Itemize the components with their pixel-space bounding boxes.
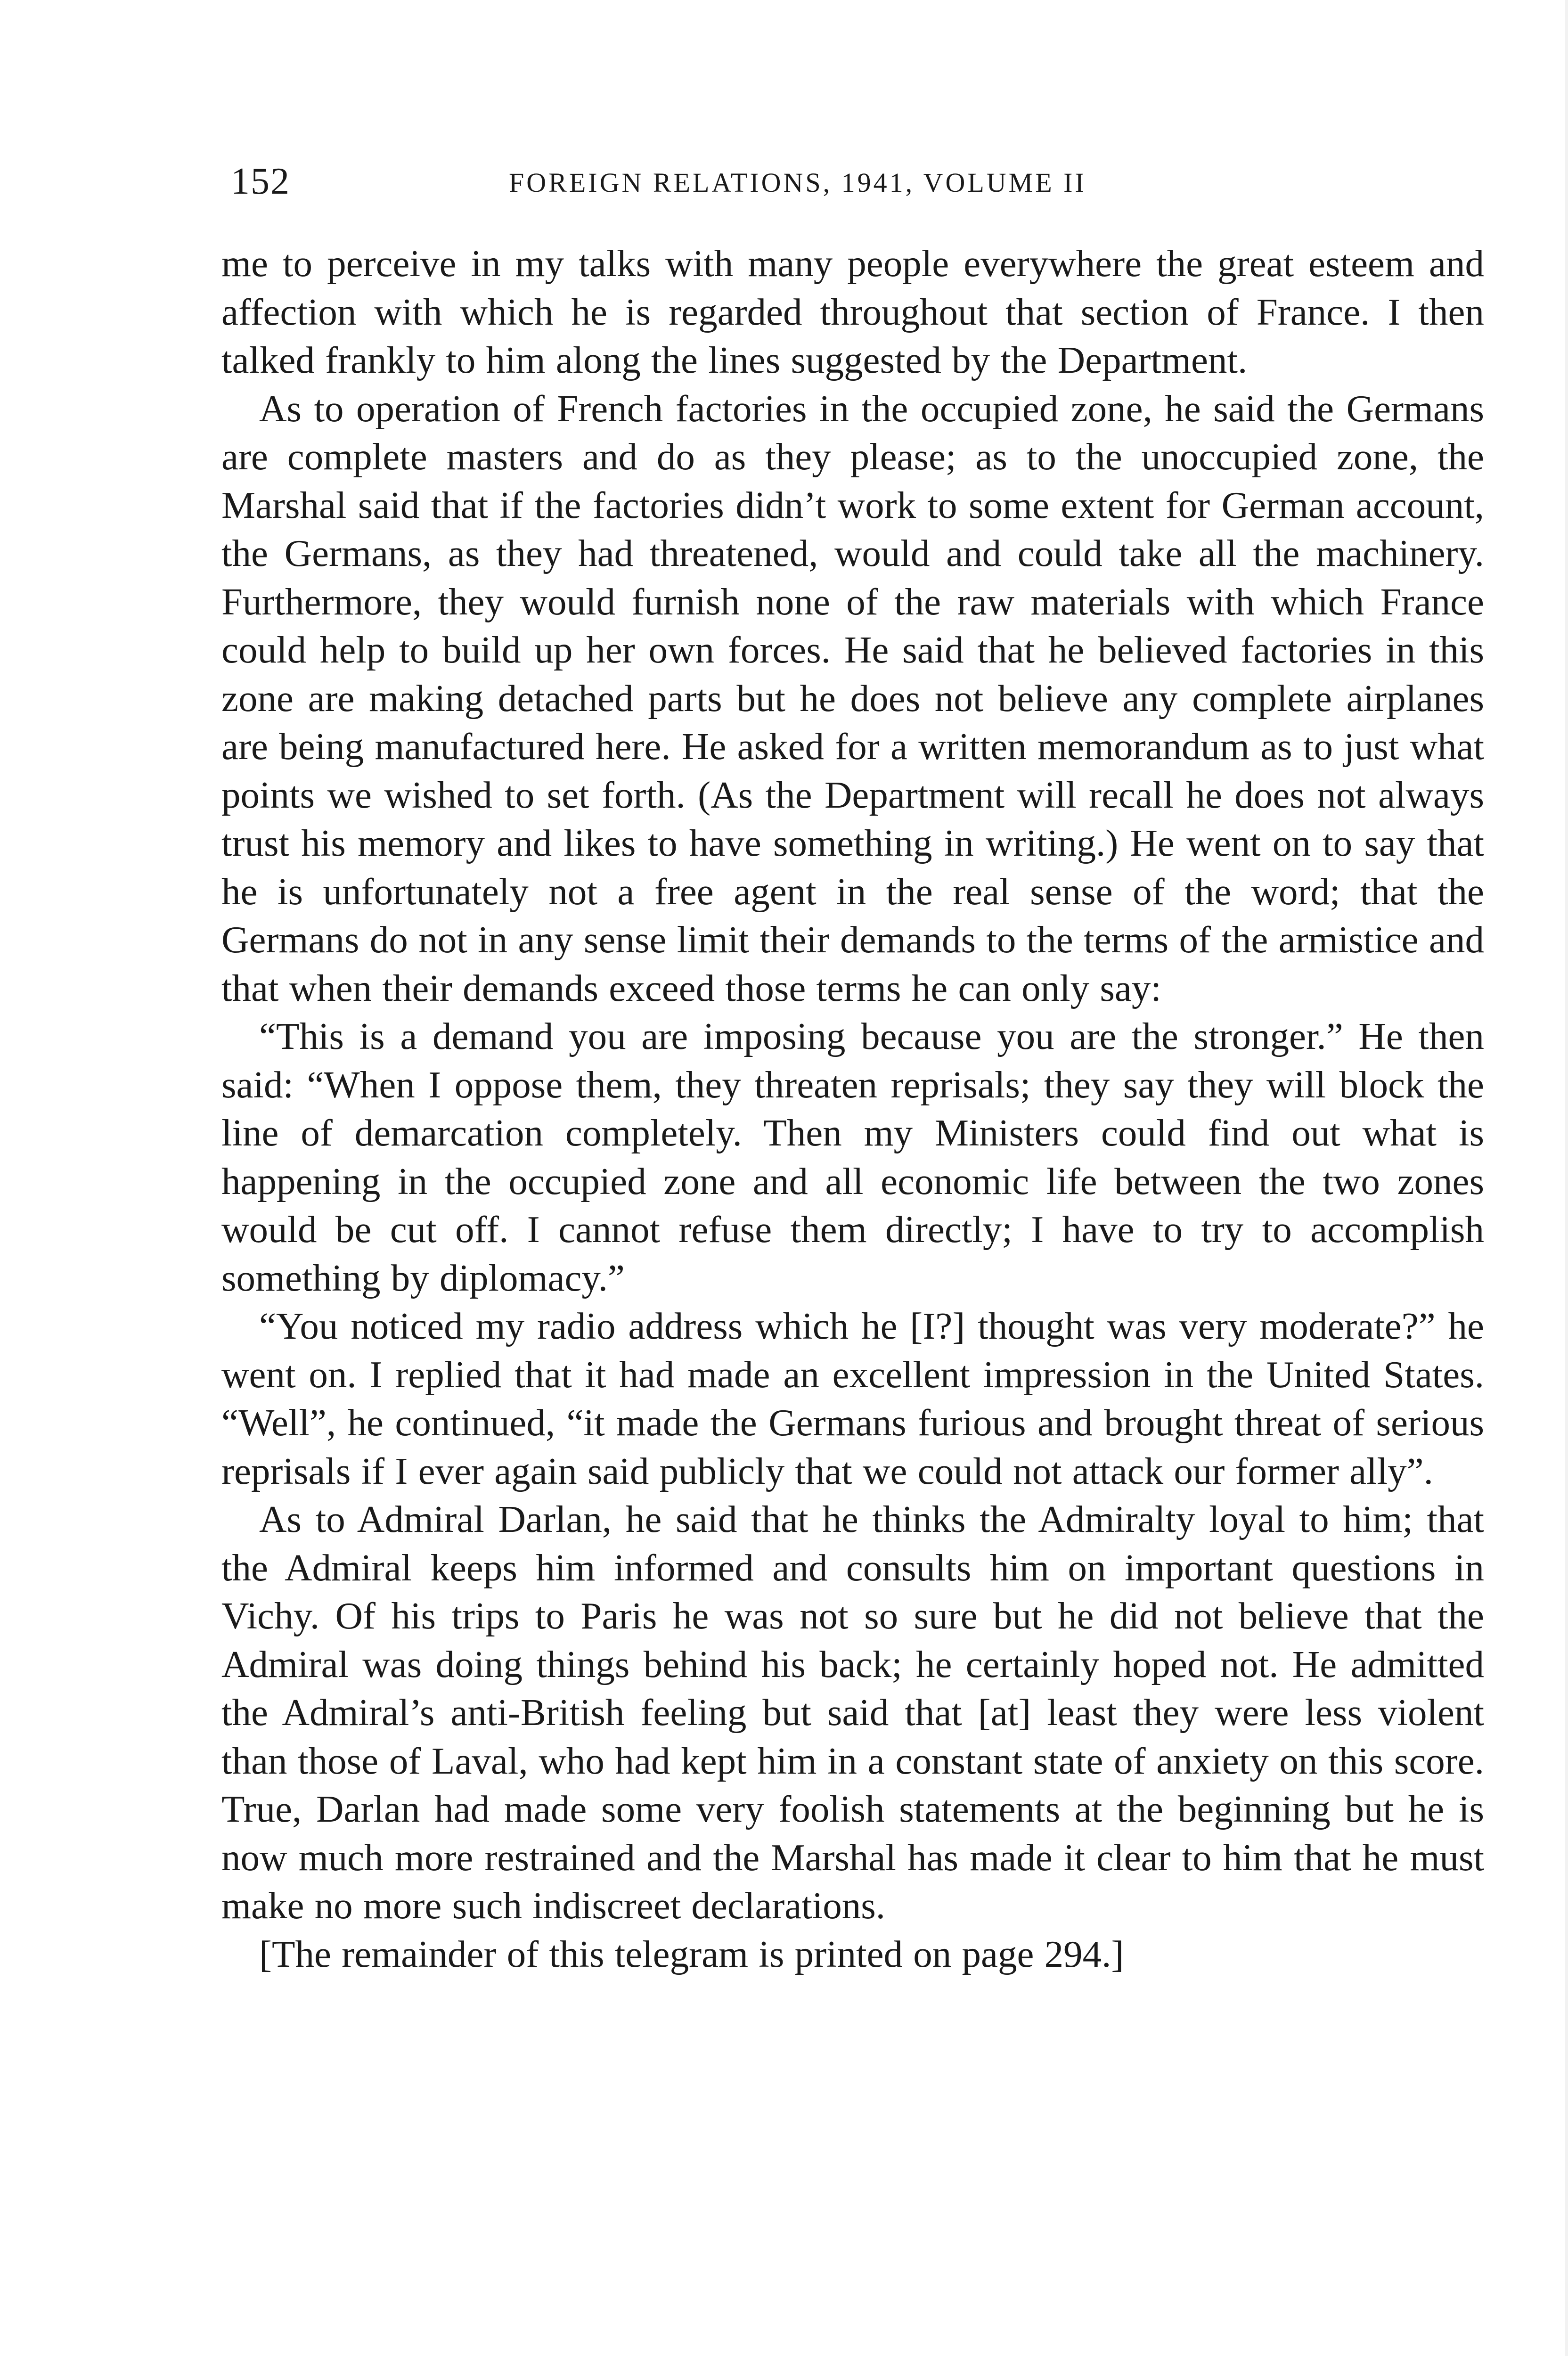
page-number: 152 [231, 161, 290, 202]
running-head [231, 155, 1484, 207]
paragraph-continuation: me to perceive in my talks with many people everywhere the great esteem and affection with which he is regarded throughout that section of France. I then talked frankly to him along the lines suggested by the Department. [221, 242, 1484, 381]
body-text [221, 239, 1484, 1978]
page-edge [1565, 0, 1568, 2356]
paragraph-editorial-note: [The remainder of this telegram is printed on page 294.] [259, 1932, 1124, 1975]
paragraph-factories: As to operation of French factories in the occupied zone, he said the Germans are complete masters and do as they please; as to the unoccupied zone, the Marshal said that if the factories didn’t work to some extent for German account, the Germans, as they had threatened, would and could take all the machinery. Furthermore, they would furnish none of the raw materials with which France could help to build up her own forces. He said that he believed factories in this zone are making detached parts but he does not believe any complete airplanes are being manufactured here. He asked for a written memorandum as to just what points we wished to set forth. (As the Department will recall he does not always trust his memory and likes to have something in writing.) He went on to say that he is unfortunately not a free agent in the real sense of the word; that the Germans do not in any sense limit their demands to the terms of the armistice and that when their demands exceed those terms he can only say: [221, 387, 1484, 1009]
paragraph-admiral-darlan: As to Admiral Darlan, he said that he thinks the Admiralty loyal to him; that the Admiral keeps him informed and consults him on important questions in Vichy. Of his trips to Paris he was not so sure but he did not believe that the Admiral was doing things behind his back; he certainly hoped not. He admitted the Admiral’s anti-British feeling but said that [at] least they were less violent than those of Laval, who had kept him in a constant state of anxiety on this score. True, Darlan had made some very foolish statements at the beginning but he is now much more restrained and the Marshal has made it clear to him that he must make no more such indiscreet declarations. [221, 1498, 1484, 1927]
running-title: FOREIGN RELATIONS, 1941, VOLUME II [509, 167, 1086, 198]
paragraph-quote-stronger: “This is a demand you are imposing because you are the stronger.” He then said: “When I oppose them, they threaten reprisals; they say they will block the line of demarcation completely. Then my Ministers could find out what is happening in the occupied zone and all economic life between the two zones would be cut off. I cannot refuse them directly; I have to try to accomplish something by diplomacy.” [221, 1015, 1484, 1299]
paragraph-radio-address: “You noticed my radio address which he [I?] thought was very moderate?” he went on. I replied that it had made an excellent impression in the United States. “Well”, he continued, “it made the Germans furious and brought threat of serious reprisals if I ever again said publicly that we could not attack our former ally”. [221, 1305, 1484, 1492]
